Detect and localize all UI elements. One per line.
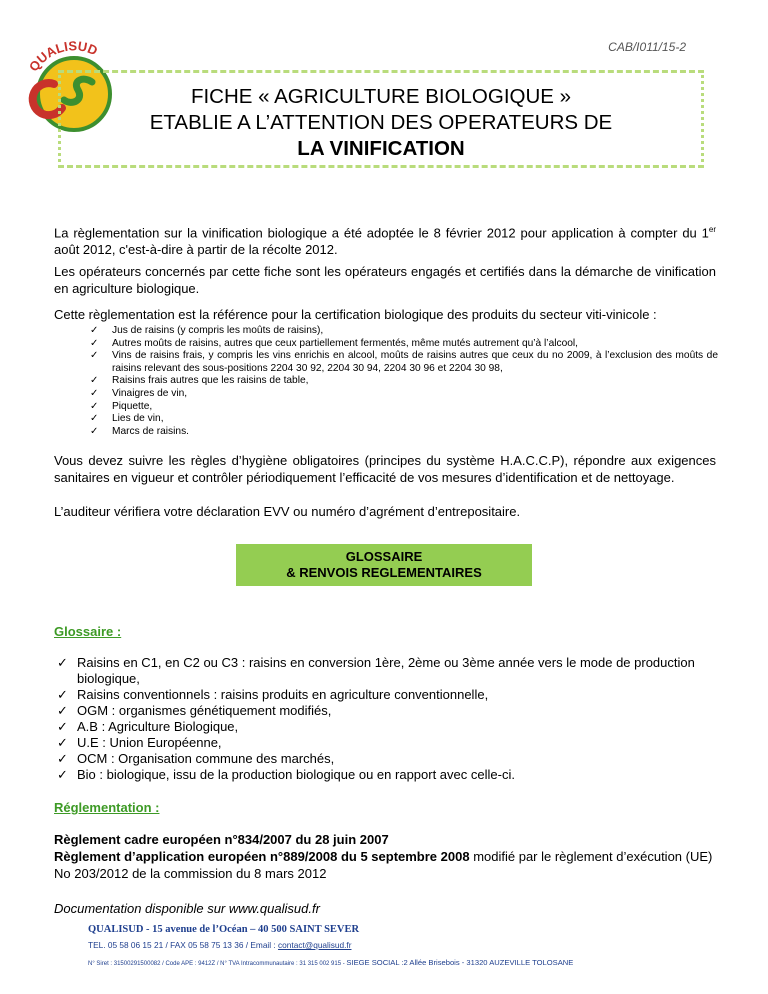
glossary-banner-line-1: GLOSSAIRE (345, 549, 423, 564)
glossary-banner (236, 544, 532, 586)
list-item: ✓ Vins de raisins frais, y compris les vins enrichis en alcool, moûts de raisins autres que ceux du no 2009, à l’exclusion des moûts de raisins relevant des sous-positions 2204 30 92, 2204 30 94, 2204 30 96 et 2204 30 98, (90, 350, 718, 375)
list-item: ✓ Bio : biologique, issu de la production biologique ou en rapport avec celle-ci. (57, 767, 717, 783)
glossary-list (57, 655, 717, 783)
regulation-line-1: Règlement cadre européen n°834/2007 du 28 juin 2007 (54, 832, 389, 847)
glossary-banner-line-2: & RENVOIS REGLEMENTAIRES (286, 565, 482, 580)
intro-paragraph-3: Cette règlementation est la référence pour la certification biologique des produits du secteur viti-vinicole : (54, 307, 657, 322)
footer-contact: TEL. 05 58 06 15 21 / FAX 05 58 75 13 36 / Email : contact@qualisud.fr (88, 940, 352, 950)
list-item: ✓ A.B : Agriculture Biologique, (57, 719, 717, 735)
list-item: ✓ Lies de vin, (90, 413, 718, 426)
list-item: ✓ Marcs de raisins. (90, 426, 718, 439)
product-list (90, 325, 718, 438)
title-line-3: LA VINIFICATION (297, 137, 465, 160)
list-item: ✓ Autres moûts de raisins, autres que ceux partiellement fermentés, même mutés autrement qu’à l’alcool, (90, 338, 718, 351)
list-item: ✓ Piquette, (90, 401, 718, 414)
list-item: ✓ Jus de raisins (y compris les moûts de raisins), (90, 325, 718, 338)
auditor-paragraph: L’auditeur vérifiera votre déclaration EVV ou numéro d’agrément d’entrepositaire. (54, 504, 521, 519)
title-line-2: ETABLIE A L’ATTENTION DES OPERATEURS DE (149, 111, 613, 134)
logo-text: QUALISUD (25, 38, 100, 75)
list-item: ✓ Raisins conventionnels : raisins produits en agriculture conventionnelle, (57, 687, 717, 703)
regulation-line-2: Règlement d’application européen n°889/2008 du 5 septembre 2008 modifié par le règlement d’exécution (UE) No 203/2012 de la commission du 8 mars 2012 (54, 849, 713, 881)
footer-address: QUALISUD - 15 avenue de l’Océan – 40 500 SAINT SEVER (88, 924, 360, 935)
list-item: ✓ OGM : organismes génétiquement modifiés, (57, 703, 717, 719)
title-line-1: FICHE « AGRICULTURE BIOLOGIQUE » (190, 85, 572, 108)
list-item: ✓ Vinaigres de vin, (90, 388, 718, 401)
glossary-heading: Glossaire : (54, 624, 122, 639)
list-item: ✓ Raisins frais autres que les raisins de table, (90, 375, 718, 388)
intro-paragraph-2: Les opérateurs concernés par cette fiche sont les opérateurs engagés et certifiés dans la démarche de vinification en agriculture biologique. (54, 264, 716, 296)
list-item: ✓ U.E : Union Européenne, (57, 735, 717, 751)
email-link[interactable]: contact@qualisud.fr (278, 940, 352, 950)
regulation-heading: Réglementation : (54, 800, 160, 815)
document-reference: CAB/I011/15-2 (608, 40, 686, 54)
documentation-note: Documentation disponible sur www.qualisud.fr (54, 901, 320, 916)
footer-legal: N° Siret : 31500291500082 / Code APE : 9412Z / N° TVA Intracommunautaire : 31 315 002 915 - SIEGE SOCIAL :2 Allée Brisebois - 31320 AUZEVILLE TOLOSANE (88, 958, 574, 967)
list-item: ✓ Raisins en C1, en C2 ou C3 : raisins en conversion 1ère, 2ème ou 3ème année vers le mode de production biologique, (57, 655, 717, 687)
hygiene-paragraph: Vous devez suivre les règles d’hygiène obligatoires (principes du système H.A.C.C.P), répondre aux exigences sanitaires en vigueur et contrôler périodiquement l’efficacité de vos mesures d’identification et de nettoyage. (54, 453, 716, 485)
list-item: ✓ OCM : Organisation commune des marchés, (57, 751, 717, 767)
intro-paragraph-1: La règlementation sur la vinification biologique a été adoptée le 8 février 2012 pour application à compter du 1er août 2012, c'est-à-dire à partir de la récolte 2012. (54, 225, 716, 258)
